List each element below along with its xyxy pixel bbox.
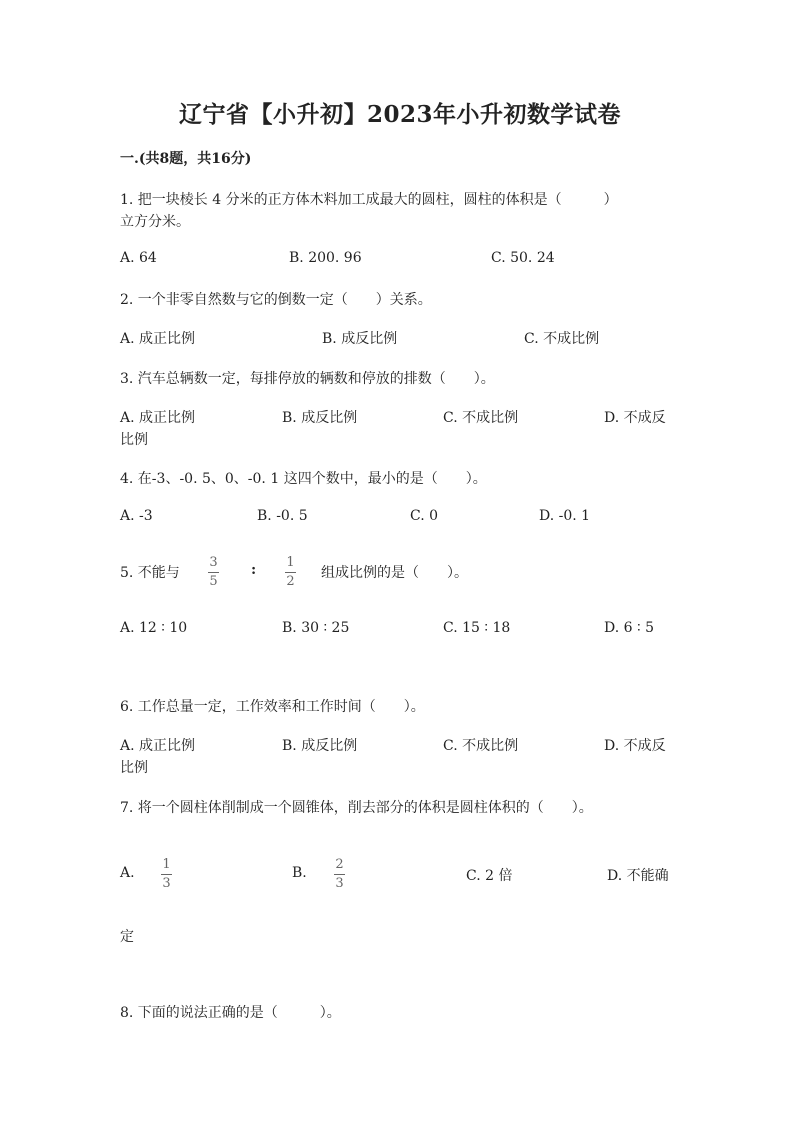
question-2-option-a: A. 成正比例 xyxy=(120,331,196,347)
fraction-numerator: 1 xyxy=(162,857,171,872)
fraction-one-half xyxy=(285,556,296,589)
question-6-text: 6. 工作总量一定，工作效率和工作时间（ ）。 xyxy=(120,699,425,715)
section-heading: 一.(共8题，共16分) xyxy=(120,151,252,167)
question-3-option-c: C. 不成比例 xyxy=(443,410,519,426)
question-6-option-c: C. 不成比例 xyxy=(443,738,519,754)
fraction-bar xyxy=(334,874,345,875)
question-5-option-c: C. 15 ∶ 18 xyxy=(443,620,511,636)
question-4-option-c: C. 0 xyxy=(410,508,439,524)
question-7-option-b: B. xyxy=(292,865,307,881)
question-4-option-a: A. -3 xyxy=(120,508,153,524)
fraction-numerator: 2 xyxy=(335,857,344,872)
question-5-option-b: B. 30 ∶ 25 xyxy=(282,620,350,636)
question-6-option-a: A. 成正比例 xyxy=(120,738,196,754)
fraction-denominator: 3 xyxy=(335,876,344,891)
question-4-option-d: D. -0. 1 xyxy=(539,508,591,524)
question-3-option-d-wrap: 比例 xyxy=(120,432,148,448)
question-1-text-cont: 立方分米。 xyxy=(120,214,190,230)
question-3-option-d: D. 不成反 xyxy=(604,410,666,426)
question-4-option-b: B. -0. 5 xyxy=(257,508,308,524)
question-5-option-d: D. 6 ∶ 5 xyxy=(604,620,654,636)
question-1-text: 1. 把一块棱长 4 分米的正方体木料加工成最大的圆柱，圆柱的体积是（ ） xyxy=(120,192,618,208)
question-5-text-end: 组成比例的是（ ）。 xyxy=(321,565,468,581)
question-6-option-d-wrap: 比例 xyxy=(120,760,148,776)
fraction-bar xyxy=(285,572,296,573)
question-4-text: 4. 在-3、-0. 5、0、-0. 1 这四个数中，最小的是（ ）。 xyxy=(120,471,487,487)
fraction-denominator: 5 xyxy=(209,574,218,589)
question-2-option-b: B. 成反比例 xyxy=(322,331,398,347)
question-6-option-b: B. 成反比例 xyxy=(282,738,358,754)
question-5-text-start: 5. 不能与 xyxy=(120,565,180,581)
fraction-one-third xyxy=(161,858,172,891)
question-7-option-d-wrap: 定 xyxy=(120,929,134,945)
question-8-text: 8. 下面的说法正确的是（ ）。 xyxy=(120,1005,341,1021)
question-1-option-c: C. 50. 24 xyxy=(491,250,555,266)
fraction-numerator: 1 xyxy=(286,555,295,570)
fraction-bar xyxy=(161,874,172,875)
fraction-bar xyxy=(208,572,219,573)
question-7-option-d: D. 不能确 xyxy=(607,868,669,884)
question-2-option-c: C. 不成比例 xyxy=(524,331,600,347)
question-1-option-b: B. 200. 96 xyxy=(289,250,362,266)
question-3-text: 3. 汽车总辆数一定，每排停放的辆数和停放的排数（ ）。 xyxy=(120,371,495,387)
question-3-option-b: B. 成反比例 xyxy=(282,410,358,426)
question-3-option-a: A. 成正比例 xyxy=(120,410,196,426)
fraction-denominator: 3 xyxy=(162,876,171,891)
fraction-three-fifths xyxy=(208,556,219,589)
question-2-text: 2. 一个非零自然数与它的倒数一定（ ）关系。 xyxy=(120,292,432,308)
question-6-option-d: D. 不成反 xyxy=(604,738,666,754)
question-7-text: 7. 将一个圆柱体削制成一个圆锥体，削去部分的体积是圆柱体积的（ ）。 xyxy=(120,800,593,816)
question-7-option-a: A. xyxy=(120,865,135,881)
question-7-option-c: C. 2 倍 xyxy=(466,868,513,884)
ratio-colon: : xyxy=(251,562,257,578)
question-1-option-a: A. 64 xyxy=(120,250,157,266)
question-5-option-a: A. 12 ∶ 10 xyxy=(120,620,188,636)
fraction-two-thirds xyxy=(334,858,345,891)
fraction-denominator: 2 xyxy=(286,574,295,589)
page-title: 辽宁省【小升初】2023年小升初数学试卷 xyxy=(178,101,621,128)
fraction-numerator: 3 xyxy=(209,555,218,570)
